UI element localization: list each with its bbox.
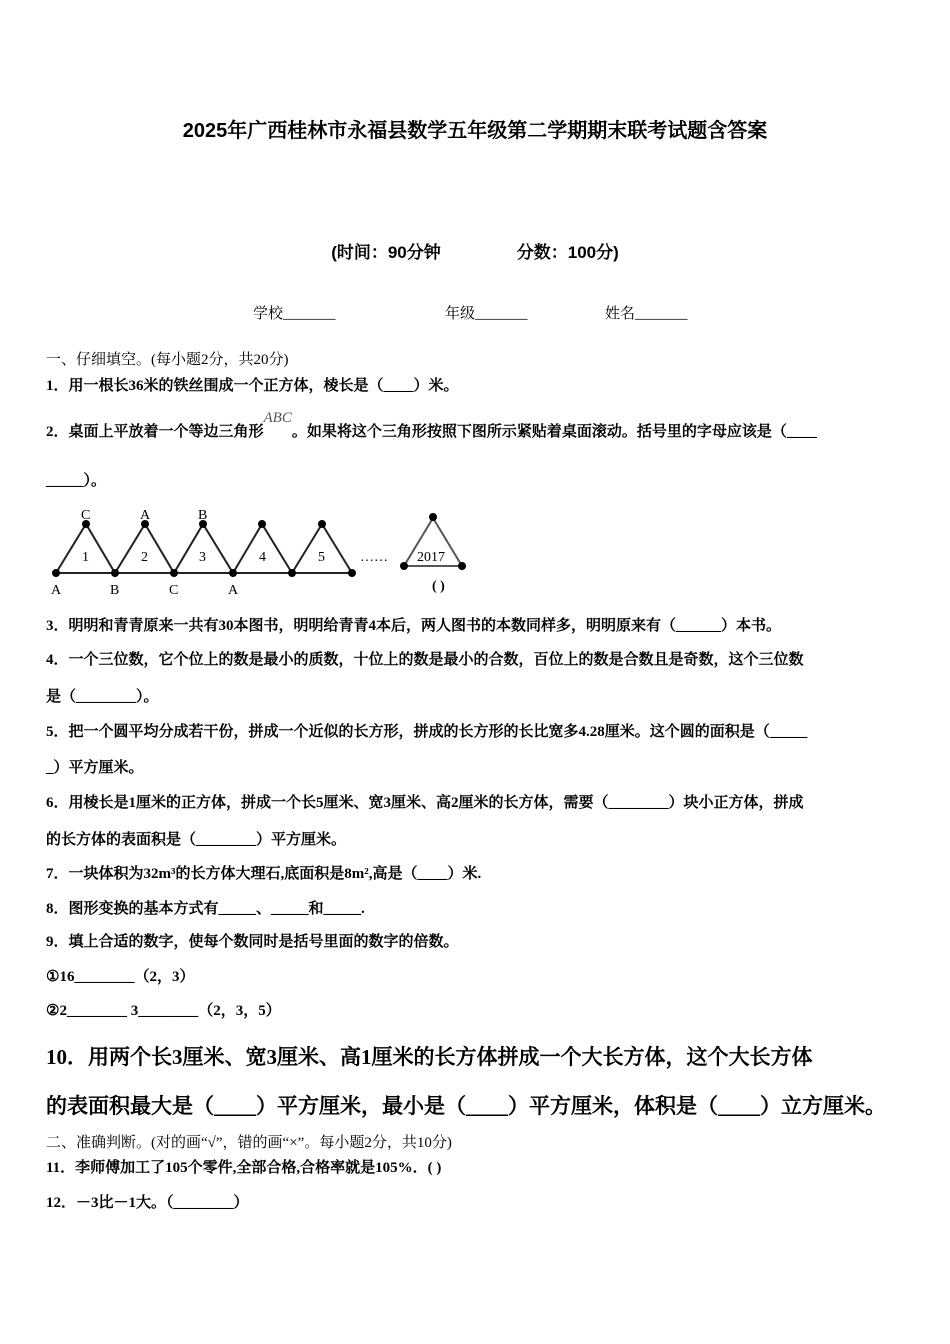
question-4: 4．一个三位数，它个位上的数是最小的质数，十位上的数是最小的合数，百位上的数是合数且是奇数，这个三位数	[46, 652, 804, 668]
ellipsis: ……	[360, 550, 388, 565]
question-5-cont: _）平方厘米。	[46, 760, 144, 776]
triangle-2017: 2017	[417, 550, 445, 565]
question-11: 11．李师傅加工了105个零件,全部合格,合格率就是105%．( )	[46, 1160, 442, 1176]
bottom-label: C	[169, 583, 179, 598]
question-4-cont: 是（________）。	[46, 689, 159, 705]
question-8: 8．图形变换的基本方式有_____、_____和_____.	[46, 901, 365, 917]
bottom-label: B	[110, 583, 120, 598]
answer-paren: ( )	[432, 579, 445, 594]
triangle-number: 4	[259, 550, 266, 565]
score-label: 分数：100分)	[516, 243, 619, 262]
question-9: 9．填上合适的数字，使每个数同时是括号里面的数字的倍数。	[46, 934, 459, 950]
bottom-label: A	[51, 583, 62, 598]
question-1: 1．用一根长36米的铁丝围成一个正方体，棱长是（____）米。	[46, 378, 459, 394]
name-field: 姓名_______	[605, 306, 688, 322]
top-label: B	[198, 508, 208, 523]
section-1-heading: 一、仔细填空。(每小题2分，共20分)	[46, 352, 289, 368]
question-9-b: ②2________ 3________（2，3，5）	[46, 1003, 281, 1019]
time-label: (时间：90分钟	[331, 243, 441, 262]
question-5: 5．把一个圆平均分成若干份，拼成一个近似的长方形，拼成的长方形的长比宽多4.28厘米。这个圆的面积是（_____	[46, 724, 808, 740]
top-label: A	[140, 508, 151, 523]
question-6: 6．用棱长是1厘米的正方体，拼成一个长5厘米、宽3厘米、高2厘米的长方体，需要（________）块小正方体，拼成	[46, 795, 804, 811]
triangle-number: 1	[82, 550, 89, 565]
question-2-cont: _____）。	[46, 473, 107, 489]
rolling-triangle-figure	[40, 500, 500, 600]
question-12: 12．－3比－1大。（________）	[46, 1195, 249, 1211]
section-2-heading: 二、准确判断。(对的画“√”，错的画“×”。每小题2分，共10分)	[46, 1135, 452, 1151]
page-title: 2025年广西桂林市永福县数学五年级第二学期期末联考试题含答案	[182, 120, 768, 142]
question-6-cont: 的长方体的表面积是（________）平方厘米。	[46, 832, 347, 848]
grade-field: 年级_______	[445, 306, 528, 322]
triangle-number: 5	[318, 550, 325, 565]
q2-abc: ABC	[263, 410, 292, 426]
triangle-number: 2	[141, 550, 148, 565]
top-label: C	[81, 508, 91, 523]
bottom-label: A	[228, 583, 239, 598]
school-field: 学校_______	[253, 306, 336, 322]
question-10-cont: 的表面积最大是（____）平方厘米，最小是（____）平方厘米，体积是（____）立方厘米。	[46, 1094, 886, 1118]
q2-text-a: 2．桌面上平放着一个等边三角形	[46, 424, 264, 440]
question-7: 7．一块体积为32m³的长方体大理石,底面积是8m²,高是（____）米.	[46, 866, 482, 882]
triangle-number: 3	[199, 550, 206, 565]
question-10: 10．用两个长3厘米、宽3厘米、高1厘米的长方体拼成一个大长方体，这个大长方体	[46, 1045, 813, 1069]
question-9-a: ①16________（2，3）	[46, 969, 195, 985]
q2-text-b: 。如果将这个三角形按照下图所示紧贴着桌面滚动。括号里的字母应该是（____	[291, 424, 817, 440]
question-2	[46, 410, 817, 442]
exam-meta	[0, 238, 950, 263]
question-3: 3．明明和青青原来一共有30本图书，明明给青青4本后，两人图书的本数同样多，明明原来有（______）本书。	[46, 618, 782, 634]
